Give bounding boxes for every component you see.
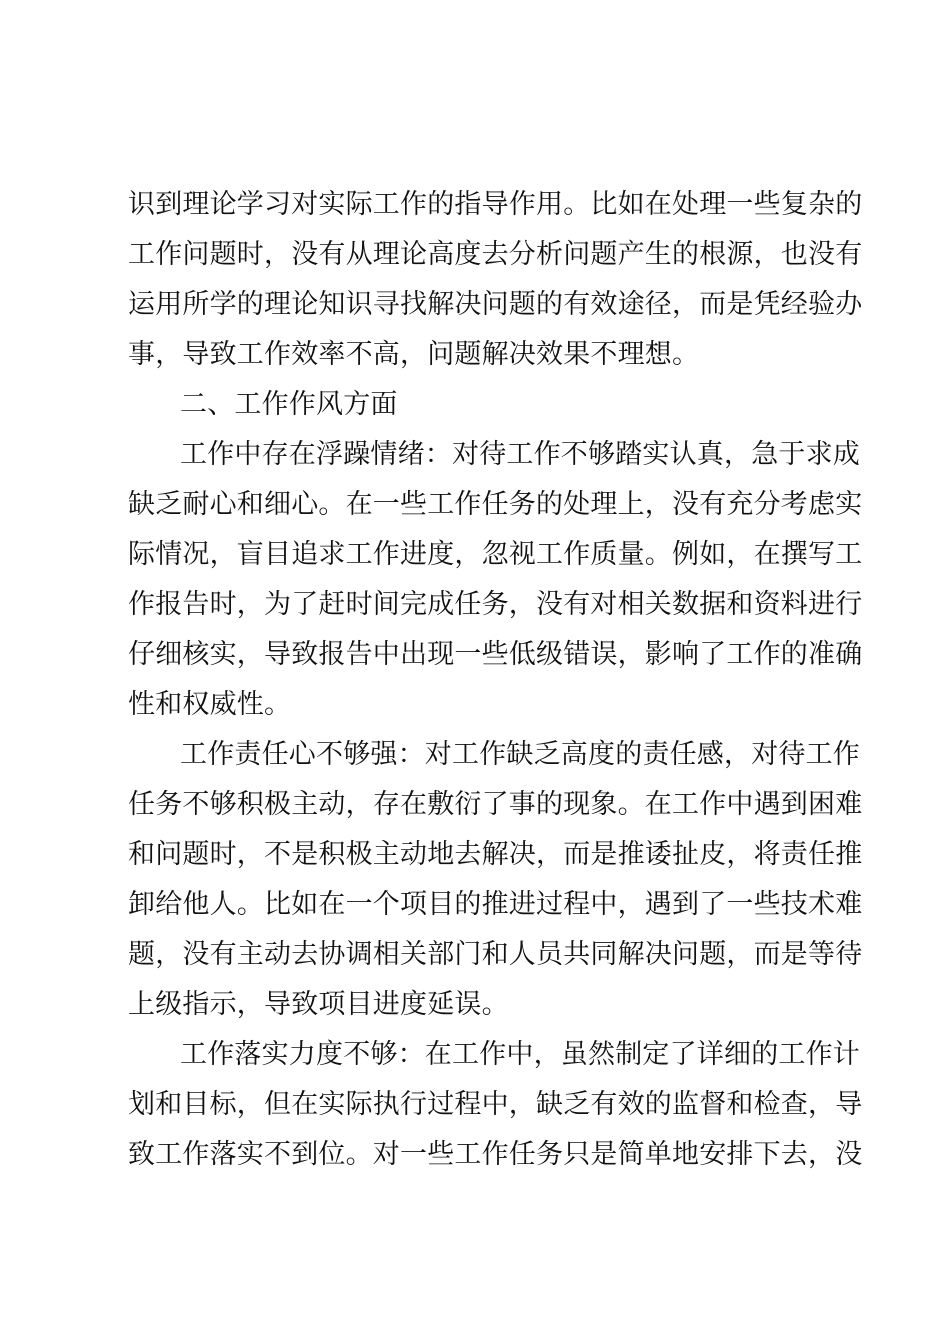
paragraph-first-line: 工作责任心不够强：对工作缺乏高度的责任感，对待工作 <box>180 739 860 770</box>
text-line: 工作问题时，没有从理论高度去分析问题产生的根源，也没有 <box>128 239 863 270</box>
paragraph-first-line: 工作中存在浮躁情绪：对待工作不够踏实认真，急于求成 <box>180 439 860 470</box>
text-line: 致工作落实不到位。对一些工作任务只是简单地安排下去，没 <box>128 1139 863 1170</box>
text-line: 识到理论学习对实际工作的指导作用。比如在处理一些复杂的 <box>128 189 863 220</box>
paragraph-first-line: 工作落实力度不够：在工作中，虽然制定了详细的工作计 <box>180 1039 860 1070</box>
text-line: 仔细核实，导致报告中出现一些低级错误，影响了工作的准确 <box>128 639 863 670</box>
text-line: 和问题时，不是积极主动地去解决，而是推诿扯皮，将责任推 <box>128 839 863 870</box>
text-line: 际情况，盲目追求工作进度，忽视工作质量。例如，在撰写工 <box>128 539 863 570</box>
text-line: 卸给他人。比如在一个项目的推进过程中，遇到了一些技术难 <box>128 889 863 920</box>
document-body <box>128 180 863 1180</box>
text-line: 性和权威性。 <box>128 689 292 720</box>
text-line: 题，没有主动去协调相关部门和人员共同解决问题，而是等待 <box>128 939 863 970</box>
section-heading: 二、工作作风方面 <box>180 389 398 420</box>
text-line: 划和目标，但在实际执行过程中，缺乏有效的监督和检查，导 <box>128 1089 863 1120</box>
text-line: 缺乏耐心和细心。在一些工作任务的处理上，没有充分考虑实 <box>128 489 863 520</box>
text-line: 运用所学的理论知识寻找解决问题的有效途径，而是凭经验办 <box>128 289 863 320</box>
text-line: 上级指示，导致项目进度延误。 <box>128 989 509 1020</box>
text-line: 事，导致工作效率不高，问题解决效果不理想。 <box>128 339 700 370</box>
text-line: 任务不够积极主动，存在敷衍了事的现象。在工作中遇到困难 <box>128 789 863 820</box>
text-line: 作报告时，为了赶时间完成任务，没有对相关数据和资料进行 <box>128 589 863 620</box>
